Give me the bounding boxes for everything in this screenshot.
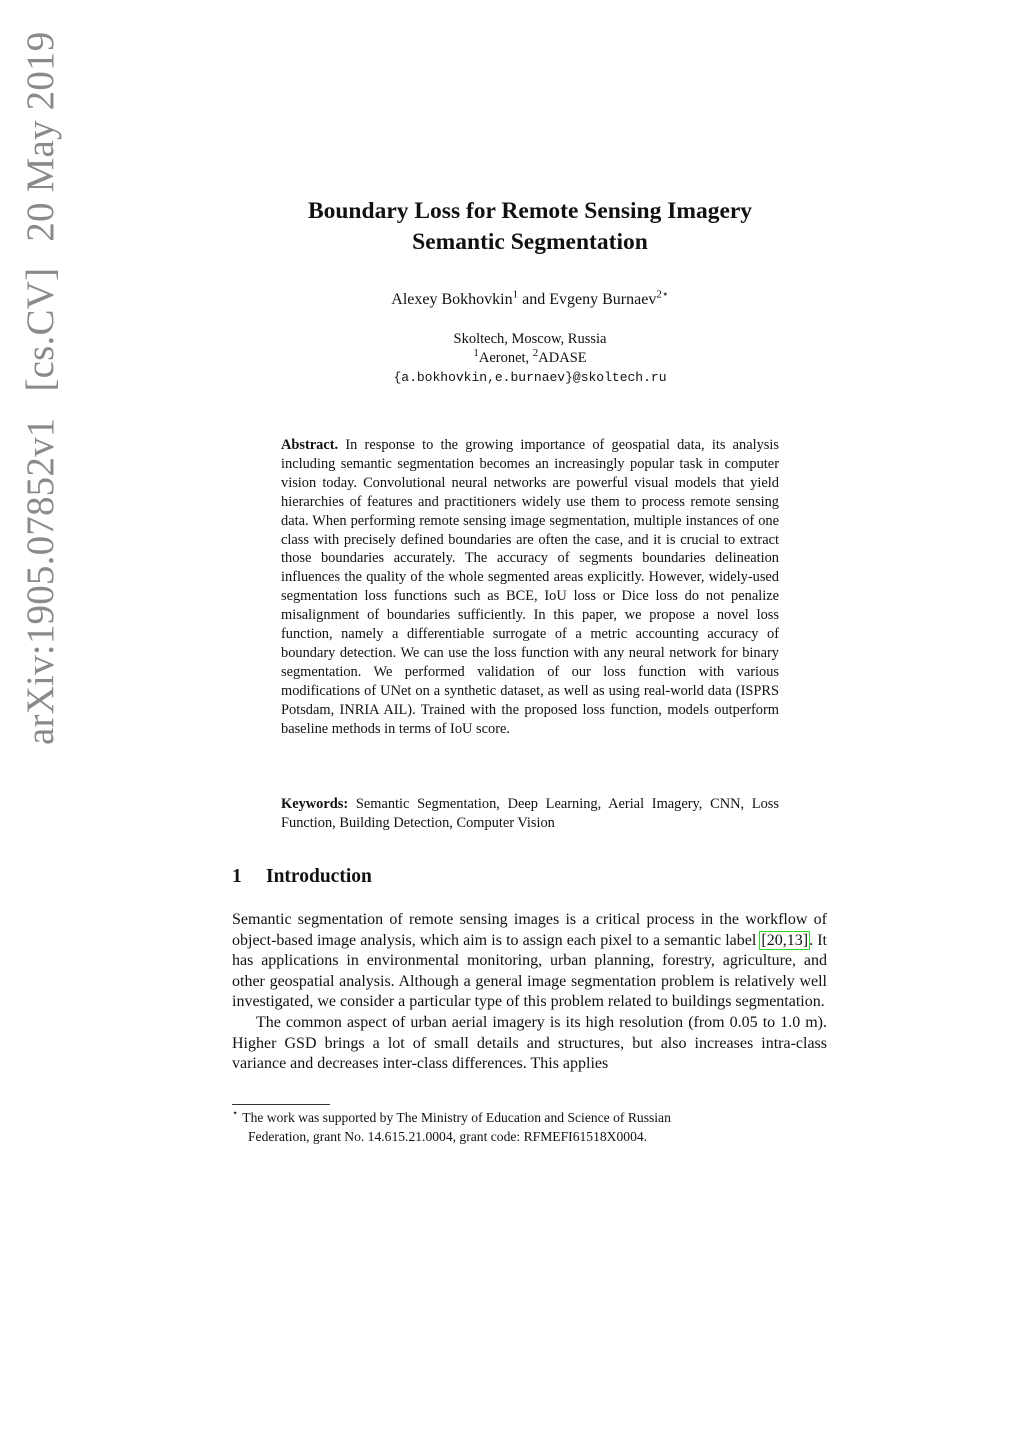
keywords-text: Semantic Segmentation, Deep Learning, Aerial Imagery, CNN, Loss Function, Building Detection, Computer Vision <box>281 796 779 831</box>
intro-paragraph-2: The common aspect of urban aerial imagery is its high resolution (from 0.05 to 1.0 m). Higher GSD brings a lot of small details and structures, but also increases intra-class variance and decreases inter-class differences. This applies <box>232 1013 827 1073</box>
abstract <box>281 436 779 739</box>
introduction-body <box>232 910 827 1075</box>
keywords <box>281 795 779 833</box>
author-2-affiliation-mark: 2⋆ <box>656 288 669 301</box>
affiliation-org-1: Aeronet, <box>478 350 533 366</box>
keywords-label: Keywords: <box>281 796 349 812</box>
author-conjunction: and <box>522 291 546 308</box>
section-heading <box>232 866 372 888</box>
section-title: Introduction <box>266 866 372 887</box>
arxiv-date: 20 May 2019 <box>19 31 62 242</box>
paper-title-line1: Boundary Loss for Remote Sensing Imagery <box>307 198 753 224</box>
intro-p1-text-start: Semantic segmentation of remote sensing images is a critical process in the workflow of object-based image analysis, which aim is to assign each pixel to a semantic label <box>232 911 827 949</box>
affiliation-orgs <box>200 349 860 368</box>
author-list <box>200 288 860 309</box>
author-1-affiliation-mark: 1 <box>512 288 519 301</box>
arxiv-identifier-stamp <box>18 32 63 745</box>
citation-link[interactable]: [20,13] <box>761 931 809 949</box>
affiliation-mark-2: 2 <box>532 347 539 360</box>
author-emails: {a.bokhovkin,e.burnaev}@skoltech.ru <box>393 370 667 385</box>
footnote-mark: ⋆ <box>232 1108 239 1120</box>
affiliation-mark-1: 1 <box>473 347 479 360</box>
author-name-1: Alexey Bokhovkin <box>391 291 513 308</box>
paper-title-line2: Semantic Segmentation <box>412 229 648 255</box>
paper-title <box>200 196 860 258</box>
affiliation-institution: Skoltech, Moscow, Russia <box>453 331 607 347</box>
footnote <box>232 1108 827 1146</box>
intro-p1-text-end: . It has applications in environmental monitoring, urban planning, forestry, agriculture, and other geospatial analysis. Although a general image segmentation problem is relatively well investigated, we consider a particular type of this problem related to buildings segmentation. <box>232 931 827 1011</box>
footnote-line-2: Federation, grant No. 14.615.21.0004, grant code: RFMEFI61518X0004. <box>248 1129 648 1144</box>
intro-paragraph-1 <box>232 910 827 1013</box>
abstract-text: In response to the growing importance of geospatial data, its analysis including semantic segmentation becomes an increasingly popular task in computer vision today. Convolutional neural networks are powerful visual models that yield hierarchies of features and practitioners widely use them to process remote sensing data. When performing remote sensing image segmentation, multiple instances of one class with precisely defined boundaries are often the case, and it is crucial to extract those boundaries accurately. The accuracy of segments boundaries delineation influences the quality of the whole segmented areas explicitly. However, widely-used segmentation loss functions such as BCE, IoU loss or Dice loss do not penalize misalignment of boundaries sufficiently. In this paper, we propose a novel loss function, namely a differentiable surrogate of a metric accounting accuracy of boundary detection. We can use the loss function with any neural network for binary segmentation. We performed validation of our loss function with various modifications of UNet on a synthetic dataset, as well as using real-world data (ISPRS Potsdam, INRIA AIL). Trained with the proposed loss function, models outperform baseline methods in terms of IoU score. <box>281 437 779 737</box>
footnote-line-1: The work was supported by The Ministry of Education and Science of Russian <box>242 1110 671 1125</box>
affiliation-org-2: ADASE <box>538 350 587 366</box>
section-number: 1 <box>232 866 242 887</box>
affiliation-block <box>200 330 860 387</box>
footnote-divider <box>232 1104 330 1105</box>
author-name-2: Evgeny Burnaev <box>549 291 657 308</box>
abstract-label: Abstract. <box>281 437 339 453</box>
arxiv-id: arXiv:1905.07852v1 <box>19 417 62 745</box>
arxiv-category: [cs.CV] <box>19 267 62 392</box>
